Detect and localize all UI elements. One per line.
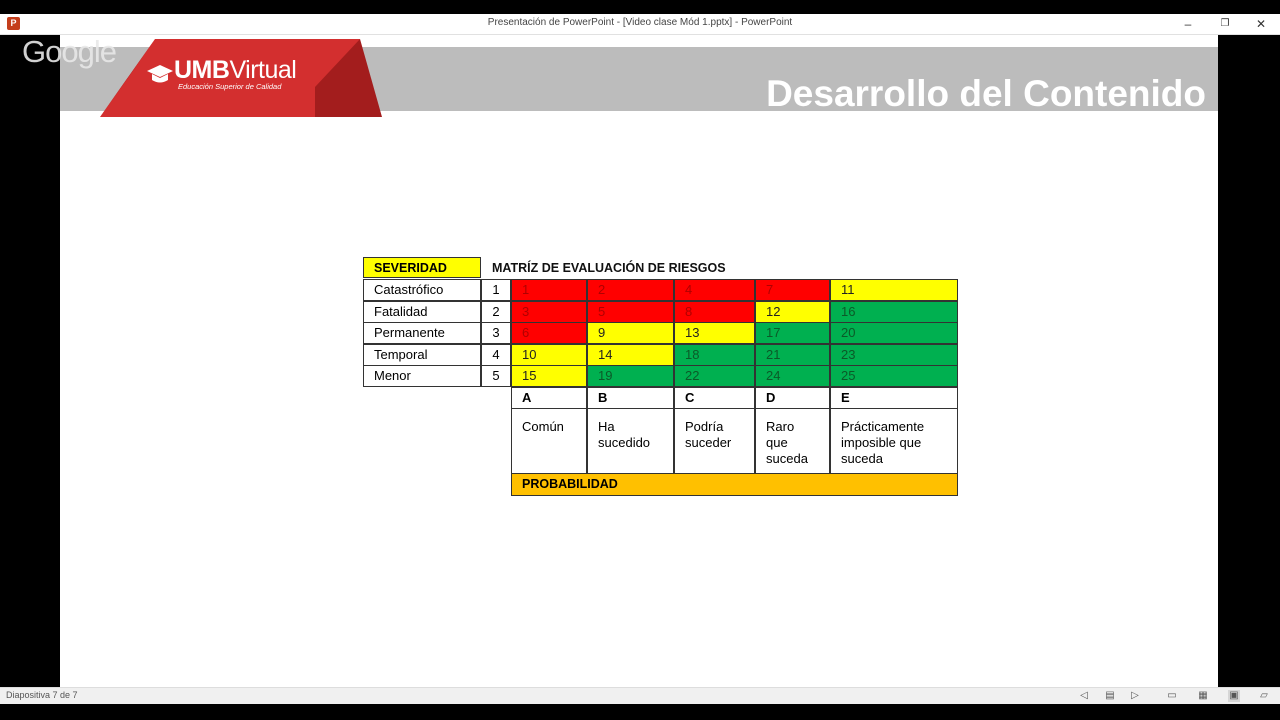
slide-counter: Diapositiva 7 de 7 bbox=[6, 690, 78, 700]
risk-cell: 23 bbox=[830, 344, 958, 366]
severity-number: 3 bbox=[481, 322, 511, 344]
umb-logo-text bbox=[174, 56, 296, 85]
risk-cell: 12 bbox=[755, 301, 830, 323]
logo-subtitle: Educación Superior de Calidad bbox=[178, 82, 282, 91]
probability-description: Raro que suceda bbox=[755, 408, 830, 474]
severity-label: Menor bbox=[363, 365, 481, 387]
slide-heading: Desarrollo del Contenido bbox=[766, 73, 1206, 114]
risk-cell: 10 bbox=[511, 344, 587, 366]
risk-cell: 6 bbox=[511, 322, 587, 344]
risk-cell: 25 bbox=[830, 365, 958, 387]
probability-description: Común bbox=[511, 408, 587, 474]
bottom-black-strip bbox=[0, 704, 1280, 720]
probability-letter: A bbox=[511, 387, 587, 409]
risk-cell: 1 bbox=[511, 279, 587, 301]
risk-cell: 24 bbox=[755, 365, 830, 387]
risk-cell: 17 bbox=[755, 322, 830, 344]
status-bar bbox=[0, 687, 1280, 705]
risk-cell: 18 bbox=[674, 344, 755, 366]
slide-canvas bbox=[60, 35, 1218, 687]
powerpoint-app-icon: P bbox=[7, 17, 20, 30]
severity-number: 4 bbox=[481, 344, 511, 366]
google-watermark: Google bbox=[22, 34, 116, 69]
severity-label: Temporal bbox=[363, 344, 481, 366]
probability-letter: B bbox=[587, 387, 674, 409]
window-title: Presentación de PowerPoint - [Video clase Mód 1.pptx] - PowerPoint bbox=[487, 17, 793, 28]
severity-header: SEVERIDAD bbox=[363, 257, 481, 278]
risk-cell: 19 bbox=[587, 365, 674, 387]
notes-icon[interactable]: ▤ bbox=[1105, 690, 1115, 701]
risk-cell: 14 bbox=[587, 344, 674, 366]
risk-cell: 22 bbox=[674, 365, 755, 387]
minimize-button[interactable]: – bbox=[1184, 17, 1192, 31]
risk-cell: 13 bbox=[674, 322, 755, 344]
top-black-strip bbox=[0, 0, 1280, 14]
probability-letter: C bbox=[674, 387, 755, 409]
risk-cell: 15 bbox=[511, 365, 587, 387]
probability-label: PROBABILIDAD bbox=[511, 473, 958, 496]
risk-cell: 11 bbox=[830, 279, 958, 301]
severity-number: 5 bbox=[481, 365, 511, 387]
risk-cell: 5 bbox=[587, 301, 674, 323]
probability-letter: E bbox=[830, 387, 958, 409]
probability-letter: D bbox=[755, 387, 830, 409]
risk-cell: 9 bbox=[587, 322, 674, 344]
right-letterbox bbox=[1218, 35, 1280, 687]
probability-description: Prácticamente imposible que suceda bbox=[830, 408, 958, 474]
probability-description: Ha sucedido bbox=[587, 408, 674, 474]
severity-number: 2 bbox=[481, 301, 511, 323]
risk-cell: 20 bbox=[830, 322, 958, 344]
severity-label: Fatalidad bbox=[363, 301, 481, 323]
previous-slide-icon[interactable]: ◁ bbox=[1080, 690, 1088, 701]
severity-number: 1 bbox=[481, 279, 511, 301]
slideshow-icon[interactable]: ▱ bbox=[1260, 690, 1268, 701]
risk-cell: 16 bbox=[830, 301, 958, 323]
risk-cell: 4 bbox=[674, 279, 755, 301]
probability-description: Podría suceder bbox=[674, 408, 755, 474]
logo-main: UMB bbox=[174, 56, 230, 84]
risk-cell: 2 bbox=[587, 279, 674, 301]
risk-cell: 7 bbox=[755, 279, 830, 301]
window-titlebar bbox=[0, 14, 1280, 35]
severity-label: Permanente bbox=[363, 322, 481, 344]
matrix-title: MATRÍZ DE EVALUACIÓN DE RIESGOS bbox=[492, 261, 726, 275]
left-letterbox bbox=[0, 35, 60, 687]
close-button[interactable]: ✕ bbox=[1255, 17, 1267, 31]
logo-thin: Virtual bbox=[229, 56, 297, 84]
graduation-cap-icon bbox=[146, 63, 174, 85]
risk-cell: 3 bbox=[511, 301, 587, 323]
risk-cell: 21 bbox=[755, 344, 830, 366]
reading-view-icon[interactable]: ▣ bbox=[1229, 690, 1239, 701]
slide-sorter-icon[interactable]: ▦ bbox=[1198, 690, 1208, 701]
risk-cell: 8 bbox=[674, 301, 755, 323]
next-slide-icon[interactable]: ▷ bbox=[1131, 690, 1139, 701]
normal-view-icon[interactable]: ▭ bbox=[1167, 690, 1177, 701]
severity-label: Catastrófico bbox=[363, 279, 481, 301]
restore-button[interactable]: ❐ bbox=[1220, 18, 1230, 29]
